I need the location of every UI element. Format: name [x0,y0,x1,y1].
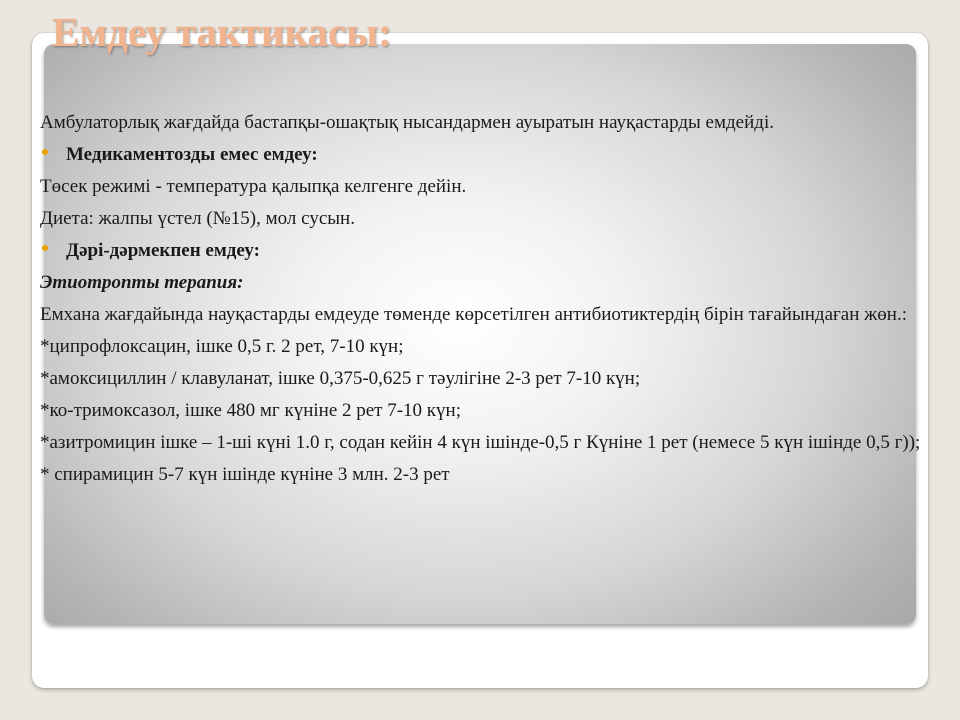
slide-title: Емдеу тактикасы: [52,9,392,55]
drug-line-3: *ко-тримоксазол, ішке 480 мг күніне 2 рет 7-10 күн; [40,400,461,421]
bullet-nondrug-treatment [40,140,945,169]
drug-line-2: *амоксициллин / клавуланат, ішке 0,375-0,625 г тәулігіне 2-3 рет 7-10 күн; [40,368,641,389]
drug-line-1: *ципрофлоксацин, ішке 0,5 г. 2 рет, 7-10 күн; [40,336,404,357]
hospital-note: Емхана жағдайында науқастарды емдеуде төменде көрсетілген антибиотиктердің бірін тағайындаған жөн.: [40,304,907,325]
bed-rest-line: Төсек режимі - температура қалыпқа келгенге дейін. [40,176,467,197]
slide-body [40,108,945,492]
bullet-drug-label: Дәрі-дәрмекпен емдеу: [66,240,260,261]
bullet-nondrug-label: Медикаментозды емес емдеу: [66,144,318,165]
diet-line: Диета: жалпы үстел (№15), мол сусын. [40,208,355,229]
bullet-drug-treatment [40,236,945,265]
bullet-dot-icon [42,149,48,155]
drug-line-5: * спирамицин 5-7 күн ішінде күніне 3 млн. 2-3 рет [40,464,450,485]
intro-paragraph: Амбулаторлық жағдайда бастапқы-ошақтық нысандармен ауыратын науқастарды емдейді. [40,112,774,133]
etiotropic-heading: Этиотропты терапия: [40,272,244,293]
bullet-dot-icon [42,245,48,251]
drug-line-4: *азитромицин ішке – 1-ші күні 1.0 г, содан кейін 4 күн ішінде-0,5 г Күніне 1 рет (немесе 5 күн ішінде 0,5 г)); [40,432,921,453]
